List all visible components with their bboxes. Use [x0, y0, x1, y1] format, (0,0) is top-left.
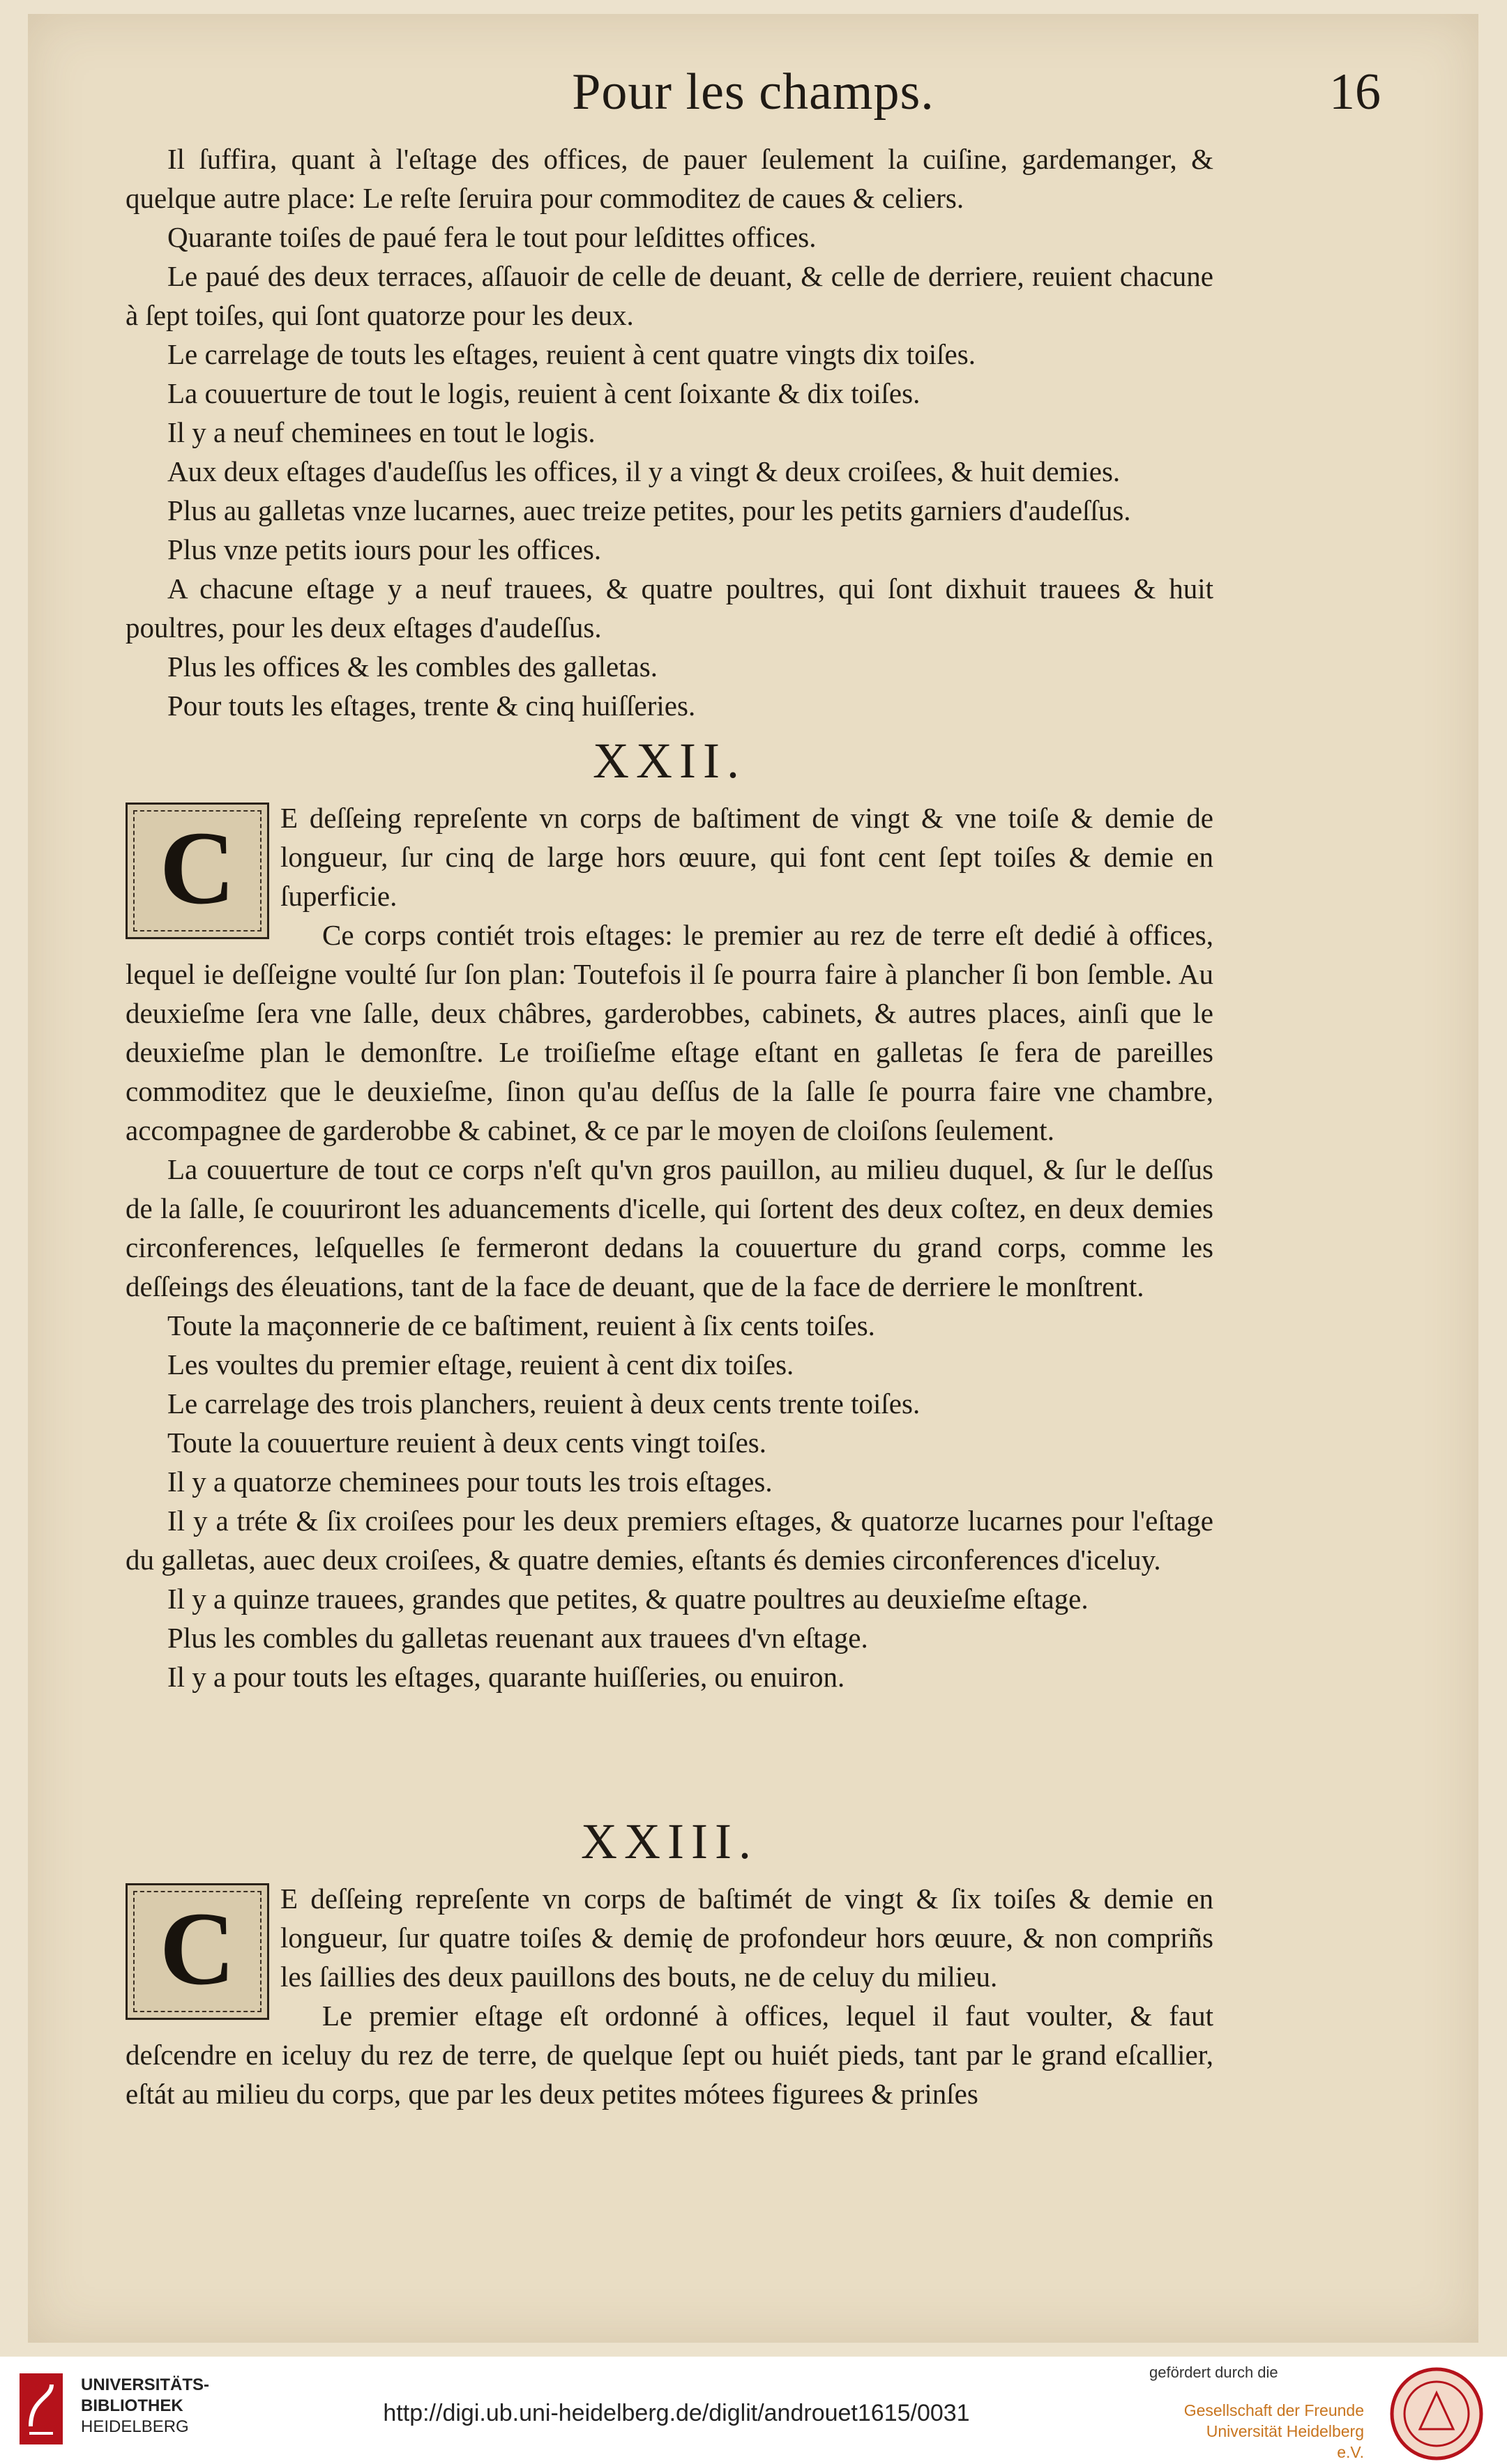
paragraph: Il ſuffira, quant à l'eſtage des offices, de pauer ſeulement la cuiſine, gardemanger, & quelque autre place: Le reſte ſeruira pour commoditez de caues & celiers. — [126, 143, 1213, 214]
paragraph: Le paué des deux terraces, aſſauoir de celle de deuant, & celle de derriere, reuient chacune à ſept toiſes, qui ſont quatorze pour les deux. — [126, 260, 1213, 331]
text-block-section-xxii — [126, 798, 1213, 1696]
running-title: Pour les champs. — [572, 63, 934, 121]
paragraph: A chacune eſtage y a neuf trauees, & quatre poultres, qui ſont dixhuit trauees & huit poultres, pour les deux eſtages d'audeſſus. — [126, 572, 1213, 644]
paragraph: Quarante toiſes de paué fera le tout pour leſdittes offices. — [167, 221, 817, 253]
sponsor-name-line: Gesellschaft der Freunde — [1183, 2401, 1364, 2419]
library-name-line: BIBLIOTHEK — [81, 2396, 183, 2415]
library-name-line: HEIDELBERG — [81, 2417, 189, 2436]
paragraph: Le carrelage de touts les eſtages, reuient à cent quatre vingts dix toiſes. — [167, 338, 976, 370]
paragraph: Plus les combles du galletas reuenant aux trauees d'vn eſtage. — [167, 1622, 868, 1654]
library-name-line: UNIVERSITÄTS- — [81, 2375, 210, 2394]
paragraph: Il y a quatorze cheminees pour touts les trois eſtages. — [167, 1466, 773, 1498]
paragraph: Pour touts les eſtages, trente & cinq huiſſeries. — [167, 690, 696, 722]
university-library-logo-icon — [17, 2371, 66, 2447]
paragraph: La couuerture de tout le logis, reuient à cent ſoixante & dix toiſes. — [167, 377, 921, 409]
initial-letter: C — [159, 810, 236, 926]
paragraph: Il y a neuf cheminees en tout le logis. — [167, 416, 596, 448]
library-name — [81, 2375, 209, 2438]
paragraph: Les voultes du premier eſtage, reuient à cent dix toiſes. — [167, 1348, 794, 1381]
paragraph: La couuerture de tout ce corps n'eſt qu'vn gros pauillon, au milieu duquel, & ſur le deſſus de la ſalle, ſe couuriront les aduancements d'icelle, qui ſortent des deux coſtez, en deux demies circonferences, leſquelles ſe fermeront dedans la couuerture du grand corps, comme les deſſeings des éleuations, tant de la face de deuant, que de la face de derriere le monſtrent. — [126, 1153, 1213, 1302]
paragraph: Il y a pour touts les eſtages, quarante huiſſeries, ou enuiron. — [167, 1661, 845, 1693]
paragraph: E deſſeing repreſente vn corps de baſtiment de vingt & vne toiſe & demie de longueur, ſur cinq de large hors œuure, qui font cent ſept toiſes & demie en ſuperficie. — [280, 802, 1213, 912]
permalink-url[interactable]: http://digi.ub.uni-heidelberg.de/diglit/androuet1615/0031 — [383, 2400, 970, 2426]
paragraph: Ce corps contiét trois eſtages: le premier au rez de terre eſt dedié à offices, lequel ie deſſeigne voulté ſur ſon plan: Toutefois il ſe pourra faire à plancher ſi bon ſemble. Au deuxieſme ſera vne ſalle, deux châbres, garderobbes, cabinets, & autres places, ainſi que le deuxieſme plan le demonſtre. Le troiſieſme eſtage eſtant en galletas ſe fera de pareilles commoditez que le deuxieſme, ſinon qu'au deſſus de la ſalle ſe pourra faire vne chambre, accompagnee de garderobbe & cabinet, & ce par le moyen de cloiſons ſeulement. — [126, 919, 1213, 1146]
paragraph: Toute la couuerture reuient à deux cents vingt toiſes. — [167, 1427, 766, 1459]
paragraph: Toute la maçonnerie de ce baſtiment, reuient à ſix cents toiſes. — [167, 1309, 875, 1341]
text-block-top — [126, 139, 1213, 725]
paragraph: Aux deux eſtages d'audeſſus les offices, il y a vingt & deux croiſees, & huit demies. — [167, 455, 1121, 487]
book-page — [28, 14, 1478, 2343]
text-block-section-xxiii — [126, 1879, 1213, 2113]
paragraph: Plus au galletas vnze lucarnes, auec treize petites, pour les petits garniers d'audeſſus. — [167, 494, 1131, 526]
page-number: 16 — [1329, 63, 1381, 121]
page-header — [126, 63, 1381, 139]
paragraph: Plus vnze petits iours pour les offices. — [167, 533, 602, 565]
decorated-initial — [126, 803, 269, 939]
sponsor-name-line: Universität Heidelberg e.V. — [1206, 2422, 1364, 2461]
paragraph: Il y a tréte & ſix croiſees pour les deux premiers eſtages, & quatorze lucarnes pour l'eſtage du galletas, auec deux croiſees, & quatre demies, eſtants és demies circonferences d'iceluy. — [126, 1505, 1213, 1576]
paragraph: Le carrelage des trois planchers, reuient à deux cents trente toiſes. — [167, 1387, 921, 1420]
paragraph: Le premier eſtage eſt ordonné à offices, lequel il faut voulter, & faut deſcendre en iceluy du rez de terre, de quelque ſept ou huiét pieds, tant par le grand eſcallier, eſtát au milieu du corps, que par les deux petites mótees figurees & prinſes — [126, 2000, 1213, 2110]
sponsor-name — [1176, 2400, 1364, 2463]
paragraph: E deſſeing repreſente vn corps de baſtimét de vingt & ſix toiſes & demie en longueur, ſur quatre toiſes & demię de profondeur hors œuure, & non compriñs les ſaillies des deux pauillons des bouts, ne de celuy du milieu. — [280, 1883, 1213, 1993]
paragraph: Il y a quinze trauees, grandes que petites, & quatre poultres au deuxieſme eſtage. — [167, 1583, 1089, 1615]
sponsor-caption: gefördert durch die — [1149, 2364, 1278, 2381]
section-heading-xxii: XXII. — [593, 733, 746, 789]
section-heading-xxiii: XXIII. — [581, 1813, 758, 1869]
viewer-footer — [0, 2357, 1507, 2464]
decorated-initial — [126, 1883, 269, 2020]
initial-letter: C — [159, 1891, 236, 2007]
society-seal-icon — [1388, 2365, 1485, 2463]
paragraph: Plus les offices & les combles des galletas. — [167, 651, 658, 683]
